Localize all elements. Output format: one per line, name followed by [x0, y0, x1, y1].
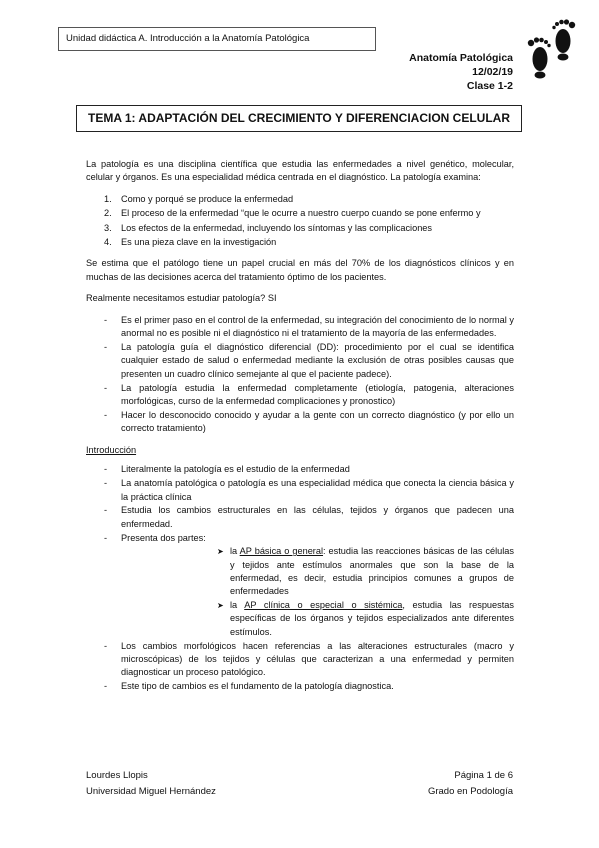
examina-list: [86, 193, 514, 250]
subject-name: Anatomía Patológica: [409, 52, 513, 64]
class-number: Clase 1-2: [466, 80, 513, 92]
document-body: [86, 158, 514, 702]
author-name: Lourdes Llopis: [86, 770, 148, 781]
list-item: - Hacer lo desconocido conocido y ayudar a la gente con un correcto diagnóstico (y por ello un correcto tratamiento): [104, 410, 514, 434]
list-item: - Los cambios morfológicos hacen referencias a las alteraciones estructurales (macro y microscópicas) de los tejidos y células que caracterizan a una enfermedad y permiten diagnosticar un proceso patológico.: [104, 640, 514, 678]
question-paragraph: Realmente necesitamos estudiar patología? SI: [86, 293, 277, 304]
arrow-bullet-icon: ➤: [217, 547, 224, 557]
list-item: - Literalmente la patología es el estudio de la enfermedad: [104, 464, 350, 475]
footprints-icon: [526, 15, 578, 79]
sub-list: [121, 545, 514, 639]
list-item: 2. El proceso de la enfermedad “que le ocurre a nuestro cuerpo cuando se pone enfermo y: [104, 208, 481, 219]
list-item: - Es el primer paso en el control de la enfermedad, su integración del conocimiento de lo normal y anormal no es posible ni el diagnóstico ni el tratamiento de la mayoría de las enfermedades.: [104, 314, 514, 339]
sub-list-item: ➤ la AP clínica o especial o sistémica, estudia las respuestas específicas de los órganos y tejidos especializados ante diferentes estímulos.: [217, 599, 514, 637]
estima-paragraph: Se estima que el patólogo tiene un papel crucial en más del 70% de los diagnósticos clínicos y en muchas de las decisiones acerca del tratamiento óptimo de los pacientes.: [86, 258, 514, 282]
sub-list-item: ➤ la AP básica o general: estudia las reacciones básicas de las células y tejidos ante estímulos anormales que son la base de la enfermedad, es decir, estudia principios comunes a grupos de enfermedades: [217, 546, 514, 597]
list-item: - Estudia los cambios estructurales en las células, tejidos y órganos que padecen una enfermedad.: [104, 505, 514, 529]
list-item: - La patología estudia la enfermedad completamente (etiología, patogenia, alteraciones morfológicas, curso de la enfermedad complicaciones y pronostico): [104, 382, 514, 407]
degree-name: Grado en Podología: [427, 786, 513, 797]
footer-right: [428, 768, 513, 800]
unit-title: Unidad didáctica A. Introducción a la Anatomía Patológica: [66, 33, 310, 44]
topic-title-box: [76, 105, 522, 132]
class-date: 12/02/19: [472, 66, 513, 78]
introduccion-list: [86, 463, 514, 693]
page-number: Página 1 de 6: [454, 770, 513, 781]
section-heading-wrap: [86, 444, 514, 457]
list-item: - La patología guía el diagnóstico diferencial (DD): procedimiento por el cual se identifica cualquier estado de salud o enfermedad mediante la exclusión de otras posibles causas que presenten un cuadro clínico semejante al que el paciente padece).: [104, 341, 514, 379]
unit-header-box: [58, 27, 376, 51]
footer-left: [86, 768, 216, 800]
section-heading: Introducción: [86, 444, 137, 455]
university-name: Universidad Miguel Hernández: [86, 786, 216, 797]
arrow-bullet-icon: ➤: [217, 600, 224, 610]
topic-title: TEMA 1: ADAPTACIÓN DEL CRECIMIENTO Y DIFERENCIACION CELULAR: [87, 111, 511, 125]
list-item: 4. Es una pieza clave en la investigación: [104, 237, 277, 248]
list-item: - La anatomía patológica o patología es una especialidad médica que conecta la ciencia básica y la práctica clínica: [104, 478, 514, 502]
list-item: - Presenta dos partes: ➤ la AP básica o general: estudia las reacciones básicas de las células y tejidos ante estímulos anormales que son la base de la enfermedad, es decir, estudia principios comunes a grupos de enfermedades ➤ la AP clínica o especial o sistémica, estudia las respuestas específicas de los órganos y tejidos especializados ante diferentes estímulos.: [86, 532, 514, 639]
list-item: - Este tipo de cambios es el fundamento de la patología diagnostica.: [104, 681, 394, 692]
intro-paragraph: La patología es una disciplina científica que estudia las enfermedades a nivel genético, molecular, celular y órganos. Es una especialidad médica centrada en el diagnóstico. La patología examina:: [86, 159, 514, 183]
reasons-list: [86, 314, 514, 436]
list-item: 1. Como y porqué se produce la enfermedad: [104, 193, 294, 204]
list-item: 3. Los efectos de la enfermedad, incluyendo los síntomas y las complicaciones: [104, 222, 433, 233]
